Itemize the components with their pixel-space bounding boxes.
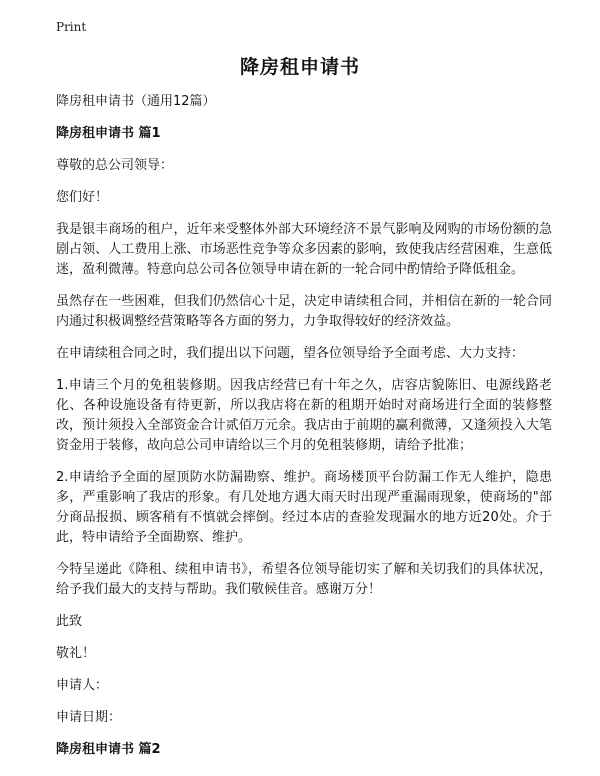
paragraph-6: 今特呈递此《降租、续租申请书》，希望各位领导能切实了解和关切我们的具体状况，给予我们最大的支持与帮助。我们敬候佳音。感谢万分！ <box>56 562 552 597</box>
greeting: 您们好！ <box>56 190 109 205</box>
paragraph-2: 虽然存在一些困难，但我们仍然信心十足，决定申请续租合同，并相信在新的一轮合同内通过积极调整经营策略等各方面的努力，力争取得较好的经济效益。 <box>56 294 552 329</box>
paragraph-1: 我是银丰商场的租户，近年来受整体外部大环境经济不景气影响及网购的市场份额的急剧占领、人工费用上涨、市场恶性竞争等众多因素的影响，致使我店经营困难，生意低迷，盈利微薄。特意向总公司各位领导申请在新的一轮合同中酌情给予降低租金。 <box>56 222 552 277</box>
salutation: 尊敬的总公司领导： <box>56 158 174 173</box>
paragraph-4: 1.申请三个月的免租装修期。因我店经营已有十年之久，店容店貌陈旧、电源线路老化、各种设施设备有待更新，所以我店将在新的租期开始时对商场进行全面的装修整改，预计须投入全部资金合计贰佰万元余。我店由于前期的赢利微薄，又逢须投入大笔资金用于装修，故向总公司申请给以三个月的免租装修期，请给予批准； <box>56 378 552 453</box>
document-body <box>56 92 552 772</box>
paragraph-5: 2.申请给予全面的屋顶防水防漏勘察、维护。商场楼顶平台防漏工作无人维护，隐患多，严重影响了我店的形象。有几处地方遇大雨天时出现严重漏雨现象，使商场的"部分商品报损、顾客稍有不慎就会摔倒。经过本店的查验发现漏水的地方近20处。介于此，特申请给予全面勘察、维护。 <box>56 470 552 545</box>
closing-line-2: 敬礼！ <box>56 646 96 661</box>
applicant-line: 申请人： <box>56 678 109 693</box>
section-heading-2: 降房租申请书 篇2 <box>56 742 161 757</box>
section-heading-1: 降房租申请书 篇1 <box>56 126 161 141</box>
document-title: 降房租申请书 <box>239 56 360 78</box>
print-link[interactable]: Print <box>56 20 87 34</box>
document-subtitle: 降房租申请书（通用12篇） <box>56 94 216 109</box>
apply-date-line: 申请日期： <box>56 710 122 725</box>
paragraph-3: 在申请续租合同之时，我们提出以下问题，望各位领导给予全面考虑、大力支持： <box>56 346 525 361</box>
closing-line-1: 此致 <box>56 614 83 629</box>
